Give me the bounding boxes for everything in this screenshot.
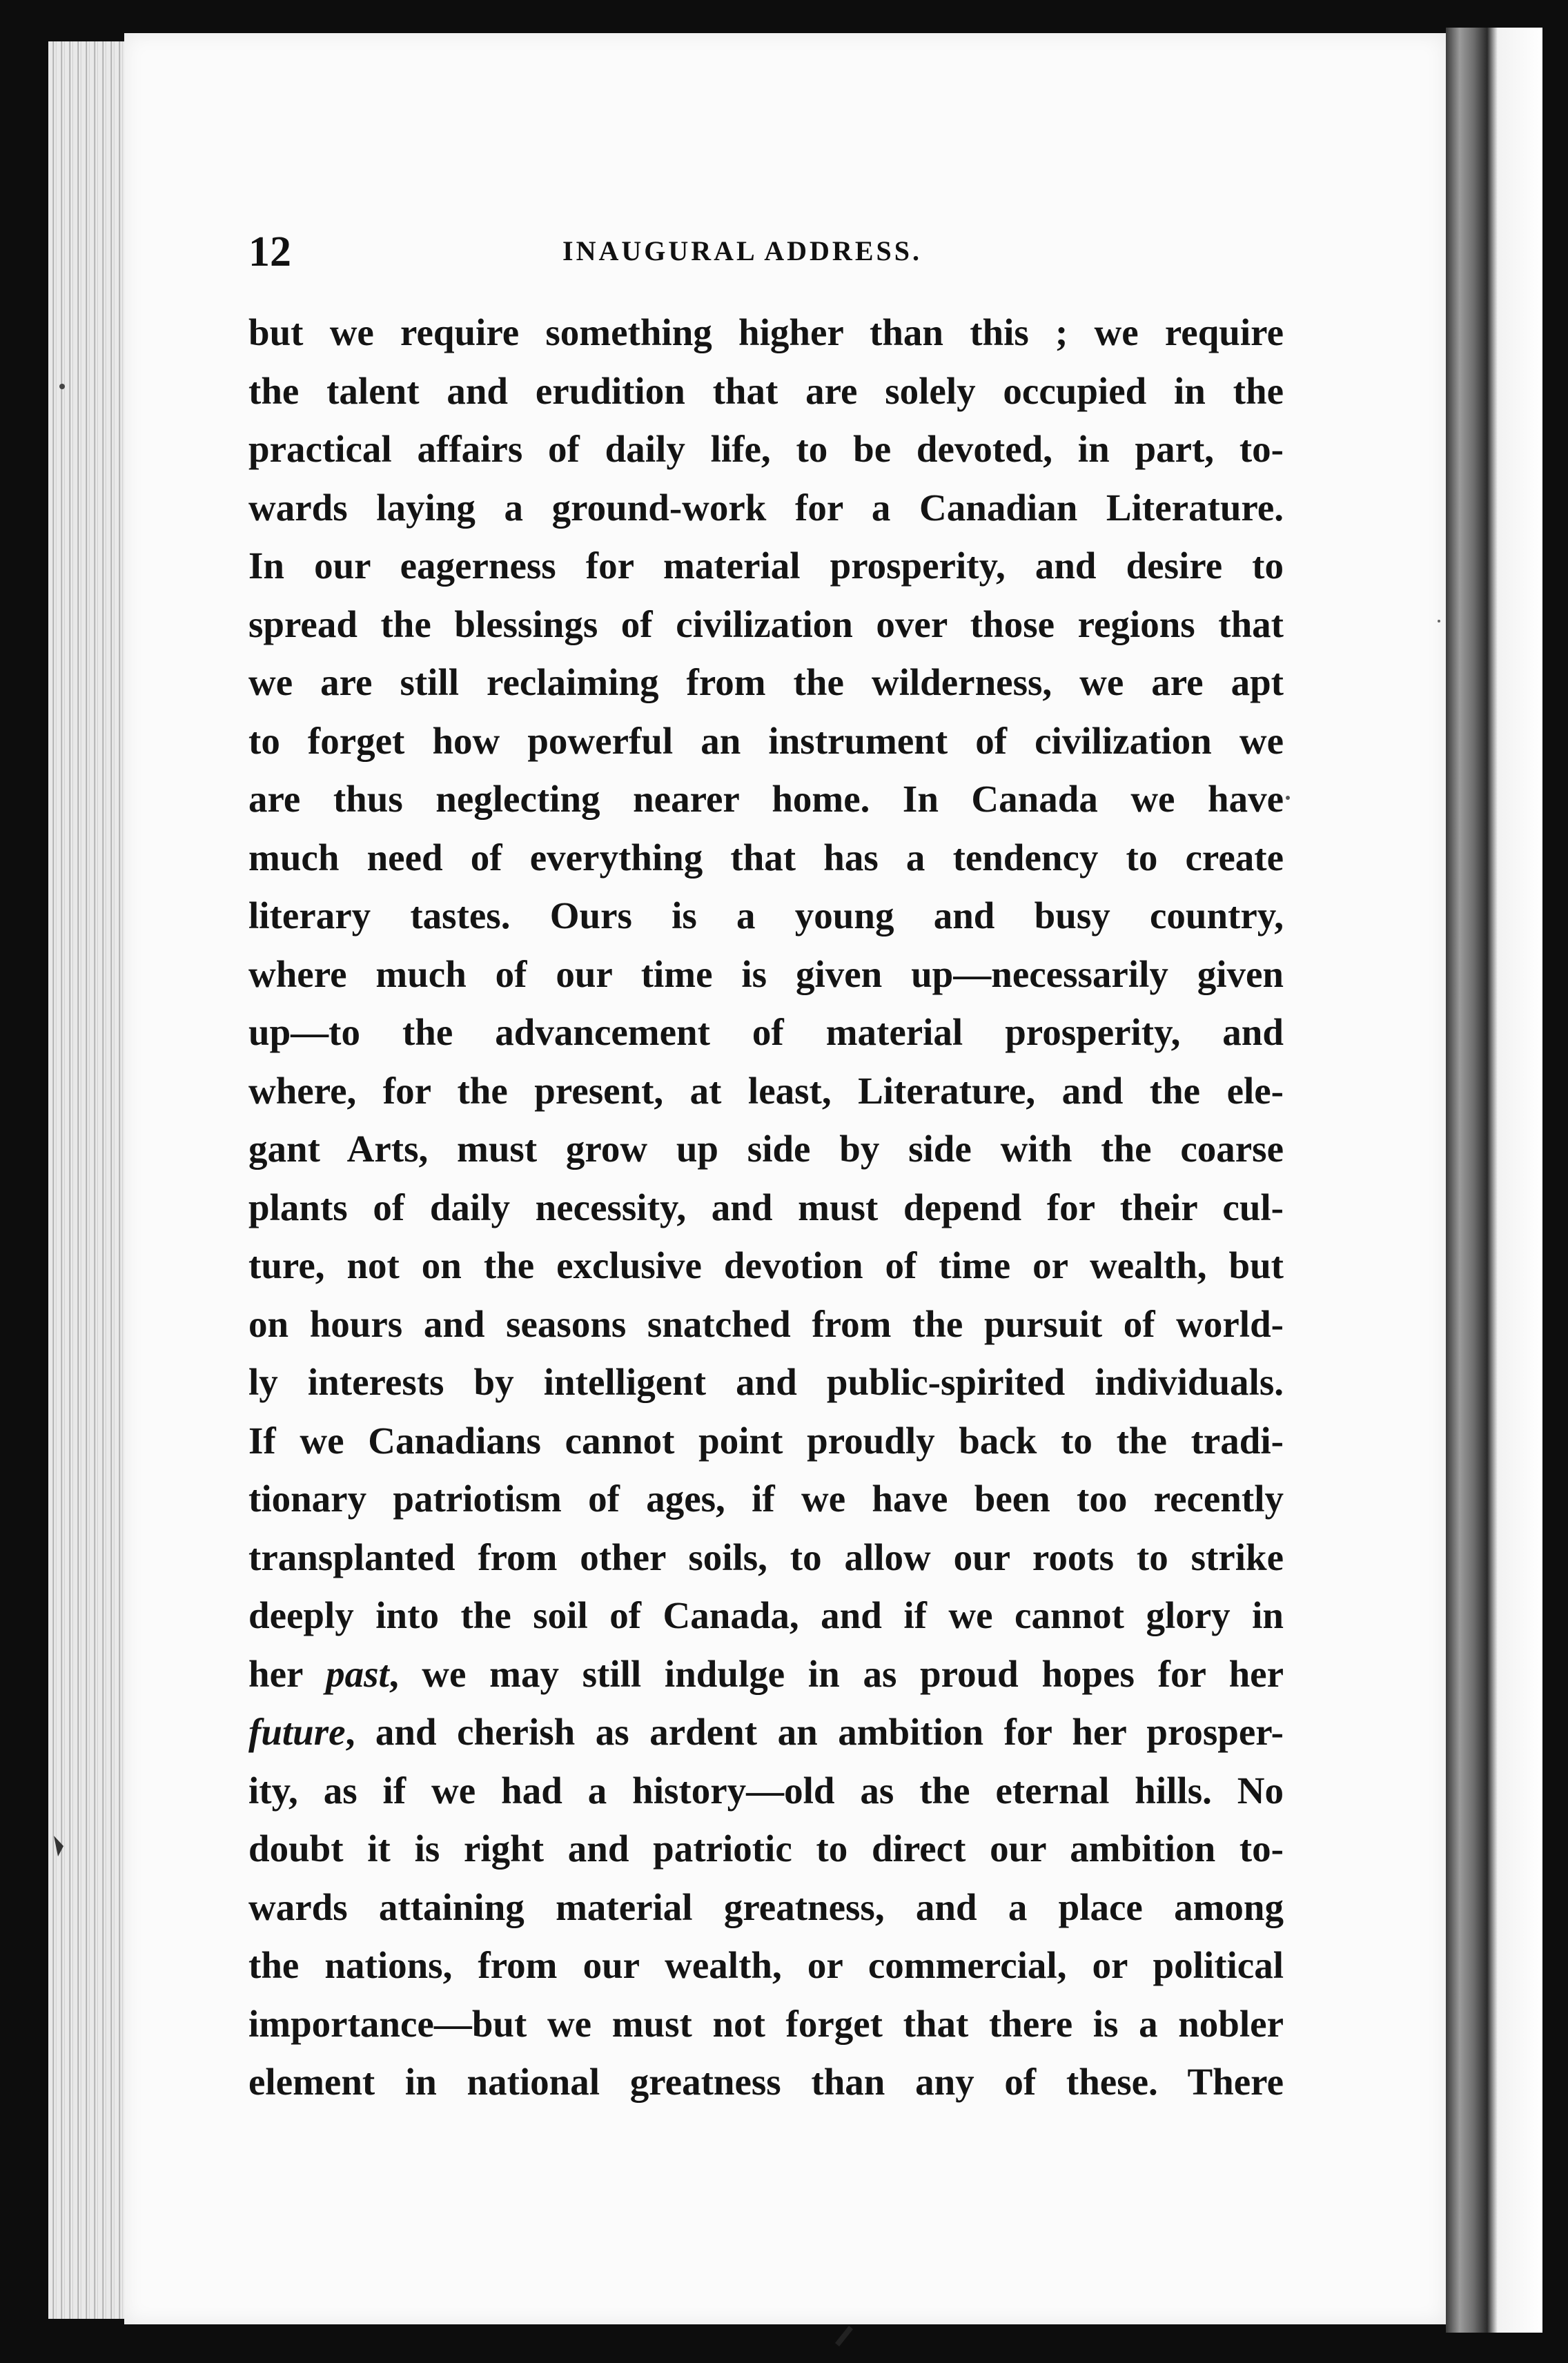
text-line: wards laying a ground-work for a Canadian Literature. — [248, 486, 1284, 529]
text-line: where much of our time is given up—necessarily given — [248, 952, 1284, 995]
text-line: wards attaining material greatness, and a place among — [248, 1885, 1284, 1928]
text-line: ly interests by intelligent and public-spirited individuals. — [248, 1361, 1284, 1403]
text-line: where, for the present, at least, Literature, and the ele- — [248, 1069, 1284, 1112]
text-line: up—to the advancement of material prosperity, and — [248, 1011, 1284, 1053]
text-line-past — [248, 1645, 1284, 1704]
text-line-future — [248, 1703, 1284, 1762]
text-fragment: her — [248, 1652, 326, 1695]
text-line: If we Canadians cannot point proudly back to the tradi- — [248, 1419, 1284, 1462]
text-line: are thus neglecting nearer home. In Canada we have — [248, 778, 1284, 820]
text-line: literary tastes. Ours is a young and busy country, — [248, 894, 1284, 937]
text-line: ity, as if we had a history—old as the eternal hills. No — [248, 1769, 1284, 1812]
text-fragment: , we may still indulge in as proud hopes for her — [389, 1652, 1284, 1695]
page-number: 12 — [248, 228, 291, 275]
text-line: to forget how powerful an instrument of civilization we — [248, 719, 1284, 762]
text-line: element in national greatness than any of these. There — [248, 2061, 1284, 2103]
text-line: plants of daily necessity, and must depend for their cul- — [248, 1186, 1284, 1228]
text-fragment: , and cherish as ardent an ambition for her prosper- — [345, 1711, 1284, 1753]
text-line: deeply into the soil of Canada, and if we cannot glory in — [248, 1594, 1284, 1636]
text-line: importance—but we must not forget that there is a nobler — [248, 2002, 1284, 2045]
text-line: spread the blessings of civilization over those regions that — [248, 602, 1284, 645]
text-line: ture, not on the exclusive devotion of time or wealth, but — [248, 1244, 1284, 1286]
text-line: gant Arts, must grow up side by side with the coarse — [248, 1128, 1284, 1170]
text-line: the nations, from our wealth, or commercial, or political — [248, 1944, 1284, 1986]
text-line: tionary patriotism of ages, if we have been too recently — [248, 1478, 1284, 1520]
text-line: on hours and seasons snatched from the pursuit of world- — [248, 1302, 1284, 1345]
text-line: but we require something higher than this ; we require — [248, 311, 1284, 353]
page-edges-left — [48, 41, 131, 2319]
body-text — [248, 304, 1284, 2112]
text-line: the talent and erudition that are solely occupied in the — [248, 369, 1284, 412]
text-line: transplanted from other soils, to allow our roots to strike — [248, 1536, 1284, 1578]
page-edges-right — [1446, 28, 1542, 2333]
running-head: INAUGURAL ADDRESS. — [562, 235, 922, 266]
text-line: much need of everything that has a tendency to create — [248, 836, 1284, 879]
italic-word-future: future — [248, 1711, 346, 1753]
text-line: we are still reclaiming from the wilderness, we are apt — [248, 661, 1284, 703]
text-line: practical affairs of daily life, to be devoted, in part, to- — [248, 428, 1284, 470]
text-line: In our eagerness for material prosperity, and desire to — [248, 545, 1284, 587]
page-header — [248, 228, 1284, 283]
italic-word-past: past — [326, 1652, 389, 1695]
text-line: doubt it is right and patriotic to direct our ambition to- — [248, 1827, 1284, 1870]
